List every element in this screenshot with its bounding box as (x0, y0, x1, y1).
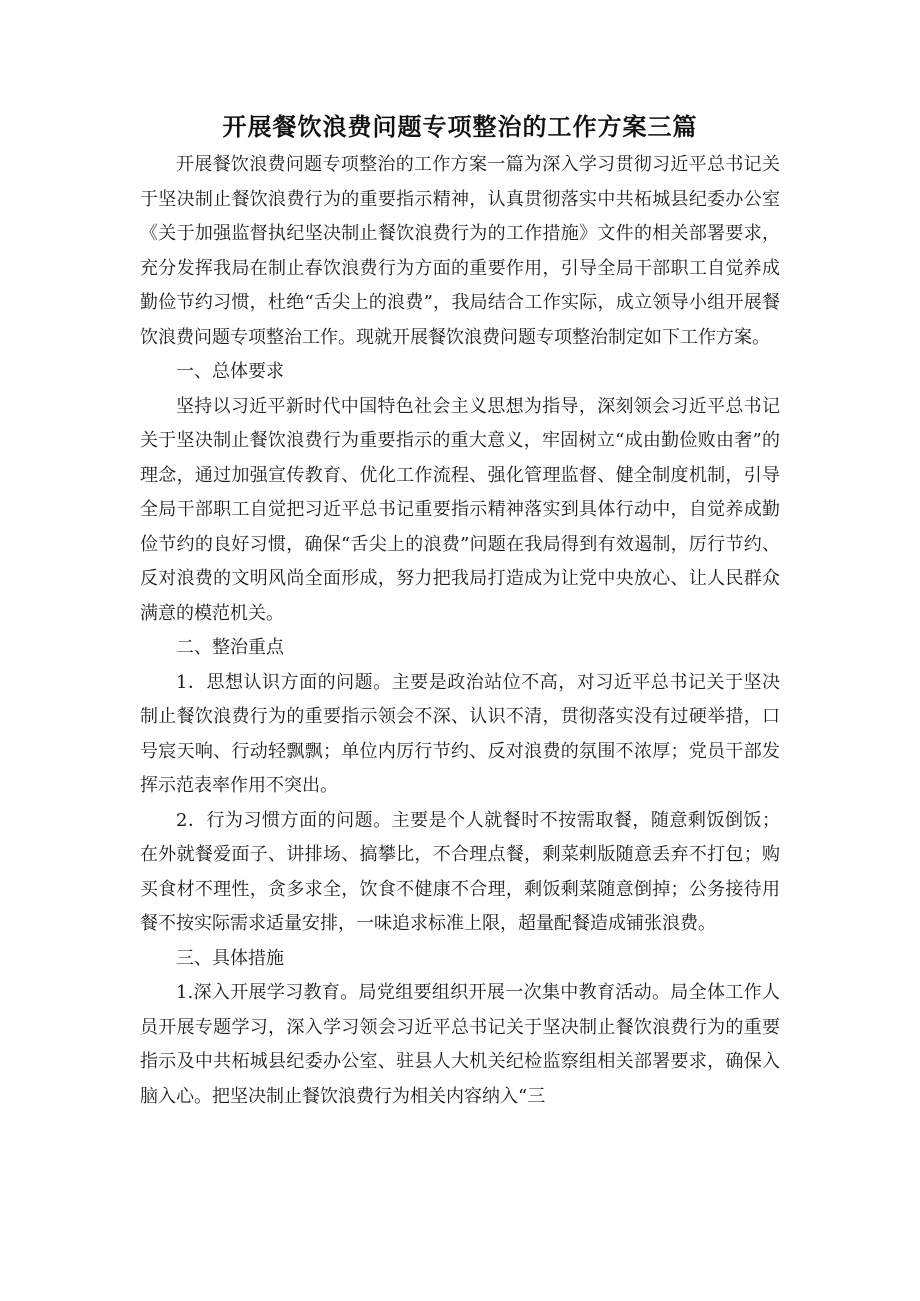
paragraph-measure-study: 1.深入开展学习教育。局党组要组织开展一次集中教育活动。局全体工作人员开展专题学习，深入学习领会习近平总书记关于坚决制止餐饮浪费行为的重要指示及中共柘城县纪委办公室、驻县人大机关纪检监察组相关部署要求，确保入脑入心。把坚决制止餐饮浪费行为相关内容纳入“三 (140, 982, 780, 1107)
document-title: 开展餐饮浪费问题专项整治的工作方案三篇 (222, 113, 698, 141)
section-heading-general-requirements: 一、总体要求 (176, 361, 284, 382)
paragraph-intro: 开展餐饮浪费问题专项整治的工作方案一篇为深入学习贯彻习近平总书记关于坚决制止餐饮浪费行为的重要指示精神，认真贯彻落实中共柘城县纪委办公室《关于加强监督执纪坚决制止餐饮浪费行为的工作措施》文件的相关部署要求，充分发挥我局在制止春饮浪费行为方面的重要作用，引导全局干部职工自觉养成勤俭节约习惯，杜绝“舌尖上的浪费”，我局结合工作实际，成立领导小组开展餐饮浪费问题专项整治工作。现就开展餐饮浪费问题专项整治制定如下工作方案。 (140, 154, 780, 348)
paragraph-issue-thinking: 1．思想认识方面的问题。主要是政治站位不高，对习近平总书记关于坚决制止餐饮浪费行为的重要指示领会不深、认识不清，贯彻落实没有过硬举措，口号宸天响、行动轻飘飘；单位内厉行节约、反对浪费的氛围不浓厚；党员干部发挥示范表率作用不突出。 (140, 671, 780, 796)
document-body (140, 148, 780, 1114)
paragraph-general-requirements: 坚持以习近平新时代中国特色社会主义思想为指导，深刻领会习近平总书记关于坚决制止餐饮浪费行为重要指示的重大意义，牢固树立“成由勤俭败由奢”的理念，通过加强宣传教育、优化工作流程、强化管理监督、健全制度机制，引导全局干部职工自觉把习近平总书记重要指示精神落实到具体行动中，自觉养成勤俭节约的良好习惯，确保“舌尖上的浪费”问题在我局得到有效遏制，厉行节约、反对浪费的文明风尚全面形成，努力把我局打造成为让党中央放心、让人民群众满意的模范机关。 (140, 395, 780, 624)
section-heading-key-issues: 二、整治重点 (176, 637, 284, 658)
paragraph-issue-behavior: 2．行为习惯方面的问题。主要是个人就餐时不按需取餐，随意剩饭倒饭；在外就餐爱面子、讲排场、搞攀比，不合理点餐，剩菜剌版随意丢弃不打包；购买食材不理性，贪多求全，饮食不健康不合理，剩饭剩菜随意倒掉；公务接待用餐不按实际需求适量安排，一味追求标准上限，超量配餐造成铺张浪费。 (140, 809, 780, 934)
section-heading-measures: 三、具体措施 (176, 947, 284, 969)
